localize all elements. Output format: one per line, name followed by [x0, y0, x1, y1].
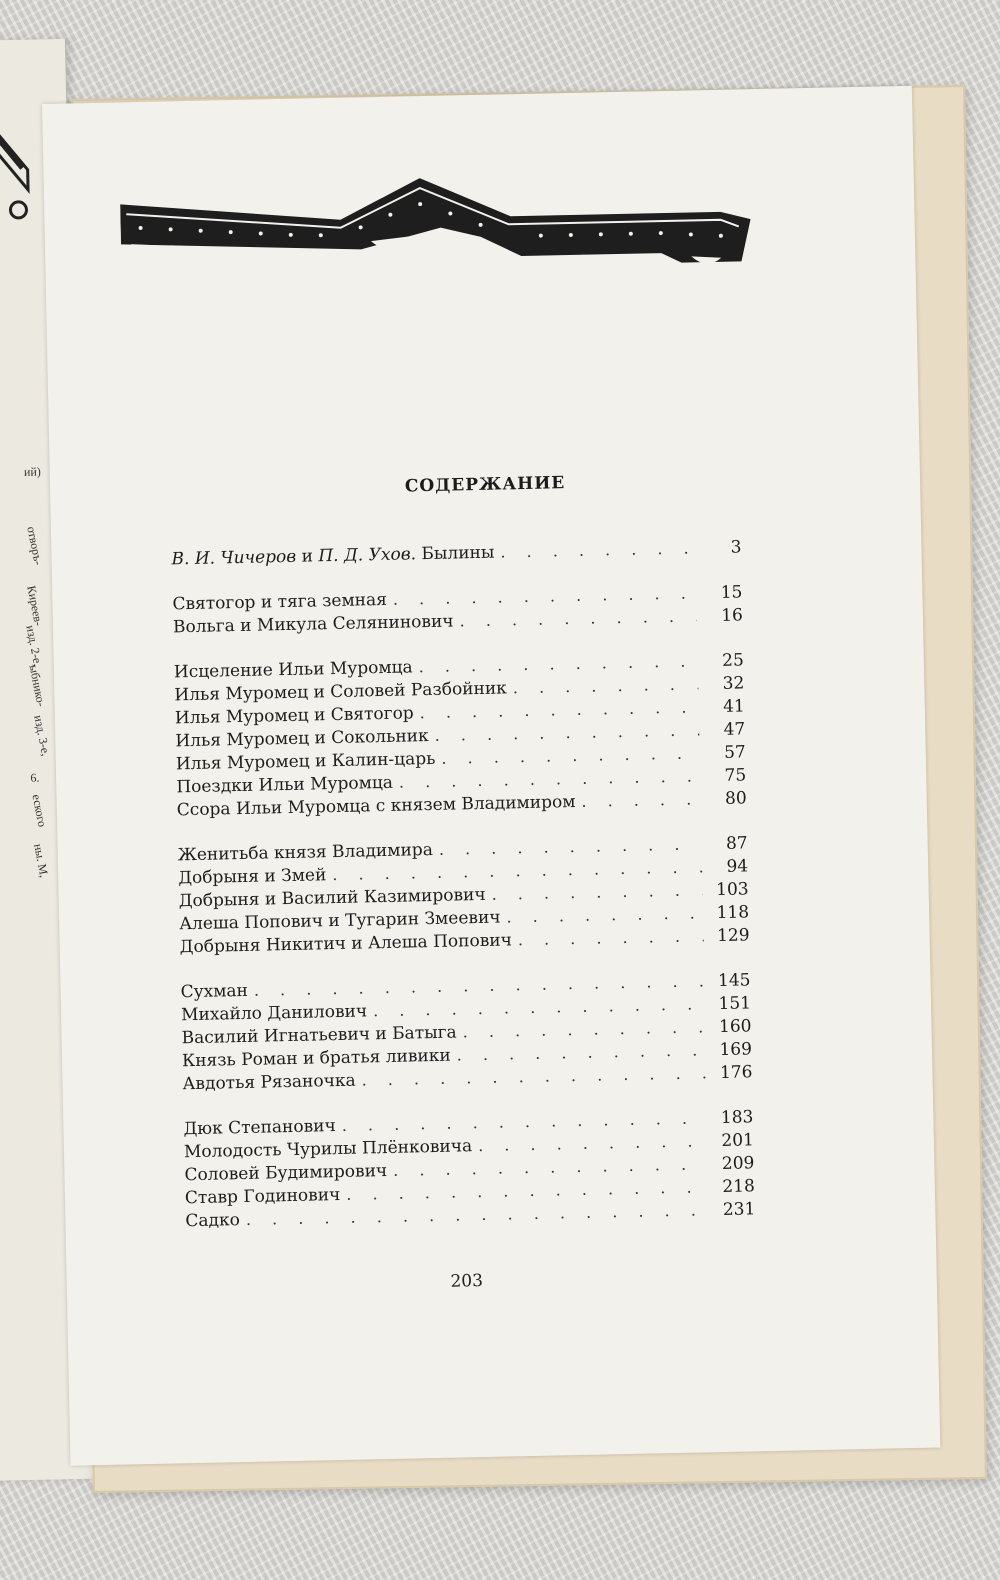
page-number: 231	[722, 1199, 756, 1220]
toc-entry-title: Дюк Степанович	[183, 1116, 336, 1140]
leader-dots	[441, 743, 700, 767]
toc-entry-title: Женитьба князя Владимира	[177, 839, 434, 866]
page-number: 94	[726, 856, 749, 877]
left-fragment: еского	[29, 793, 50, 829]
page-number: 118	[716, 902, 750, 924]
toc-entry-title: Василий Игнатьевич и Батыга	[181, 1022, 457, 1049]
toc-entry-title: Илья Муромец и Святогор	[174, 703, 414, 729]
leader-dots	[462, 1017, 705, 1041]
author-name: П. Д. Ухов.	[318, 544, 417, 567]
toc-entry-intro	[171, 537, 741, 572]
decorative-cornice-ornament	[120, 171, 762, 294]
toc-entry-title: Михайло Данилович	[180, 1001, 368, 1026]
leader-dots	[418, 651, 698, 676]
toc-entry-title: Вольга и Микула Селянинович	[172, 611, 454, 638]
toc-entry-title: Поездки Ильи Муромца	[176, 772, 394, 798]
intro-title: Былины	[421, 542, 495, 565]
leader-dots	[581, 789, 701, 810]
contents-heading: СОДЕРЖАНИЕ	[404, 473, 566, 497]
leader-dots	[491, 880, 702, 903]
leader-dots	[456, 1040, 706, 1064]
left-fragment: изд. 2-е,	[23, 624, 46, 668]
toc-entry-title: Добрыня и Василий Казимирович	[178, 884, 486, 912]
conjunction: и	[301, 546, 314, 567]
leader-dots	[513, 674, 699, 697]
left-fragment: Киреев-	[24, 584, 46, 628]
page-number: 3	[730, 537, 742, 558]
page-number: 151	[718, 993, 752, 1015]
page-number: 129	[716, 925, 750, 947]
leader-dots	[478, 1131, 708, 1155]
page-number: 75	[724, 765, 747, 786]
page-number: 32	[722, 673, 745, 694]
toc-entry-title: Сухман	[180, 980, 249, 1003]
page-number: 80	[724, 788, 747, 809]
page-number: 160	[718, 1016, 752, 1038]
left-fragment: 6.	[30, 770, 40, 785]
page-number: 218	[722, 1176, 756, 1197]
page-number: 103	[715, 879, 749, 901]
left-fragment: ыбнико-	[26, 663, 49, 708]
toc-entry-title: Святогор и тяга земная	[172, 589, 388, 615]
toc-group	[178, 833, 750, 960]
contents-page	[42, 86, 940, 1466]
toc-entry-title: Князь Роман и братья ливики	[181, 1045, 451, 1072]
toc-entry-title: Исцеление Ильи Муромца	[173, 657, 413, 683]
leader-dots	[506, 903, 703, 926]
toc-entry-title: Добрыня Никитич и Алеша Попович	[179, 930, 513, 958]
toc-group	[172, 582, 743, 640]
left-fragment: изд. 3-е,	[31, 713, 54, 758]
toc-entry-title: Авдотья Рязаночка	[182, 1070, 356, 1095]
author-name: В. И. Чичеров	[171, 546, 297, 570]
page-number: 25	[721, 650, 745, 671]
toc-entry-title: Ставр Годинович	[184, 1184, 341, 1209]
toc-entry-title: Илья Муромец и Соловей Разбойник	[174, 678, 508, 706]
toc-entry-title: Соловей Будимирович	[184, 1161, 388, 1186]
table-of-contents	[171, 537, 756, 1256]
toc-group	[180, 970, 752, 1097]
page-folio-number: 203	[450, 1271, 484, 1292]
left-fragment: отворъ-	[24, 525, 46, 567]
toc-entry-title: Садко	[185, 1210, 241, 1232]
page-number: 47	[723, 719, 746, 740]
page-number: 209	[721, 1153, 755, 1174]
toc-group	[174, 650, 747, 823]
page-number: 176	[719, 1062, 753, 1084]
leader-dots	[459, 606, 697, 630]
leader-dots	[500, 538, 695, 561]
page-number: 15	[720, 582, 743, 603]
leader-dots	[342, 1108, 708, 1135]
page-number: 41	[722, 696, 745, 717]
page-number: 183	[720, 1107, 754, 1129]
page-number: 201	[721, 1130, 755, 1151]
toc-entry-title: Добрыня и Змей	[178, 865, 327, 889]
page-number: 16	[721, 605, 744, 626]
toc-entry-title	[171, 543, 494, 570]
toc-group	[183, 1107, 755, 1234]
page-number: 169	[719, 1039, 753, 1061]
left-fragment: ий)	[23, 464, 41, 479]
leader-dots	[439, 834, 702, 859]
page-number: 57	[723, 742, 746, 763]
toc-entry-title: Илья Муромец и Сокольник	[175, 726, 429, 752]
toc-entry-title: Алеша Попович и Тугарин Змеевич	[178, 907, 501, 935]
left-fragment: ны. М,	[31, 842, 52, 879]
page-number: 87	[725, 833, 748, 854]
leader-dots	[518, 926, 704, 949]
leader-dots	[393, 583, 697, 608]
toc-entry-title: Илья Муромец и Калин-царь	[175, 748, 436, 775]
toc-entry-title: Ссора Ильи Муромца с князем Владимиром	[176, 791, 576, 821]
page-number: 145	[717, 970, 751, 992]
toc-entry-title: Молодость Чурилы Плёнковича	[183, 1136, 473, 1163]
